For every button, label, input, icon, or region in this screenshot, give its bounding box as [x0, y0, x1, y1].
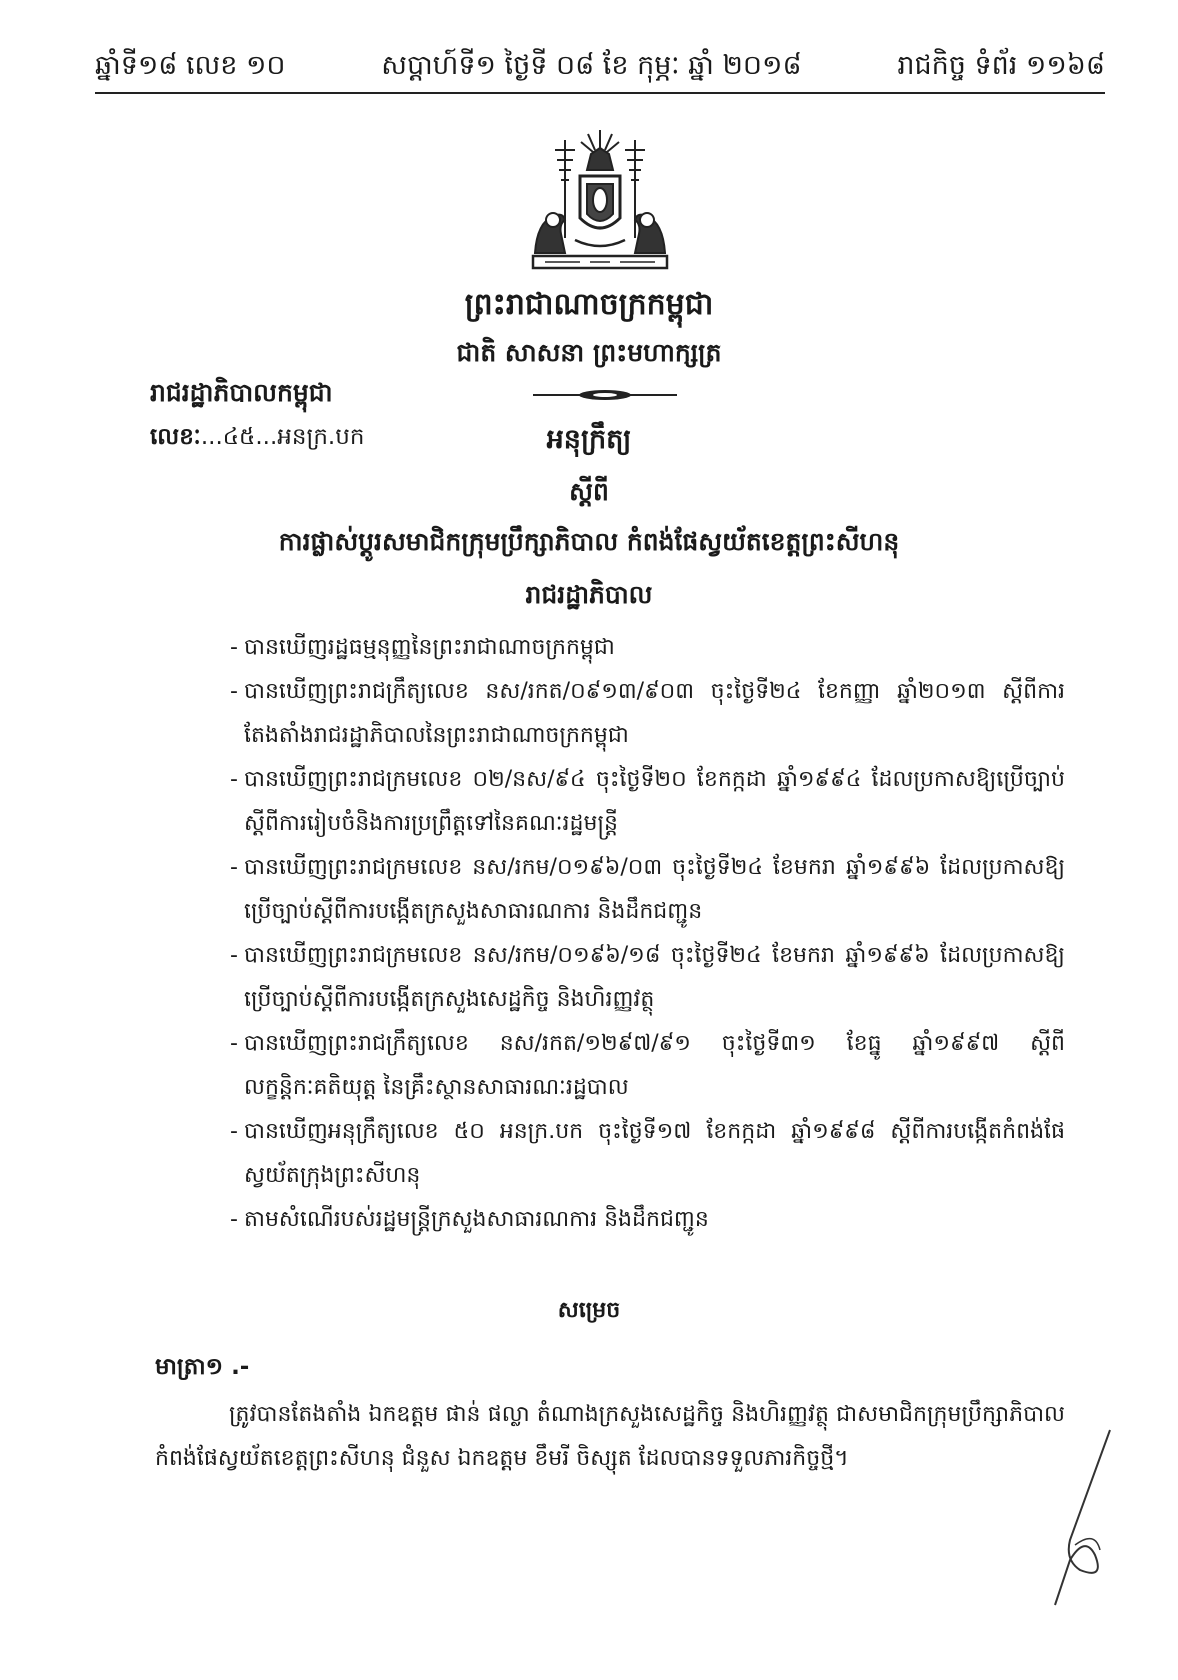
document-number-label: លេខៈ	[150, 424, 201, 450]
reference-item: - បានឃើញព្រះរាជក្រមលេខ នស/រកម/០១៩៦/១៨ ចុះថ្ងៃទី២៤ ខែមករា ឆ្នាំ១៩៩៦ ដែលប្រកាសឱ្យប្រើច្បាប់ស្តីពីការបង្កើតក្រសួងសេដ្ឋកិច្ច និងហិរញ្ញវត្ថុ	[230, 943, 1065, 1012]
reference-item: - បានឃើញព្រះរាជក្រមលេខ ០២/នស/៩៤ ចុះថ្ងៃទី២០ ខែកក្កដា ឆ្នាំ១៩៩៤ ដែលប្រកាសឱ្យប្រើច្បាប់ស្តីពីការរៀបចំនិងការប្រព្រឹត្តទៅនៃគណៈរដ្ឋមន្ត្រី	[230, 767, 1065, 836]
handwritten-initials-icon	[1050, 1420, 1120, 1610]
national-motto: ជាតិ សាសនា ព្រះមហាក្សត្រ	[456, 338, 722, 367]
reference-item: - បានឃើញព្រះរាជក្រឹត្យលេខ នស/រកត/១២៩៧/៩១ ចុះថ្ងៃទី៣១ ខែធ្នូ ឆ្នាំ១៩៩៧ ស្តីពីលក្ខន្តិកៈគតិយុត្ត នៃគ្រឹះស្ថានសាធារណៈរដ្ឋបាល	[230, 1031, 1065, 1100]
document-subject: ការផ្លាស់ប្តូរសមាជិកក្រុមប្រឹក្សាភិបាល កំពង់ផែស្វយ័តខេត្តព្រះសីហនុ	[278, 527, 900, 556]
gazette-page-number: រាជកិច្ច ទំព័រ ១១៦៨	[897, 50, 1105, 81]
government-heading: រាជរដ្ឋាភិបាល	[525, 580, 653, 609]
reference-item: - បានឃើញអនុក្រឹត្យលេខ ៥០ អនក្រ.បក ចុះថ្ងៃទី១៧ ខែកក្កដា ឆ្នាំ១៩៩៨ ស្តីពីការបង្កើតកំពង់ផែស្វយ័តក្រុងព្រះសីហនុ	[230, 1119, 1065, 1188]
article-1-text: ត្រូវបានតែងតាំង ឯកឧត្តម ផាន់ ផល្លា តំណាងក្រសួងសេដ្ឋកិច្ច និងហិរញ្ញវត្ថុ ជាសមាជិកក្រុមប្រឹក្សាភិបាលកំពង់ផែស្វយ័តខេត្តព្រះសីហនុ ជំនួស ឯកឧត្តម ខឹមរី ចិស្សុត ដែលបានទទួលភារកិច្ចថ្មី។	[155, 1402, 1065, 1471]
ornament-divider-icon	[533, 388, 677, 402]
legal-references	[230, 626, 1065, 1242]
gazette-week-date: សប្តាហ៍ទី១ ថ្ងៃទី ០៨ ខែ កុម្ភៈ ឆ្នាំ ២០១៨	[381, 50, 802, 81]
reference-item: - តាមសំណើរបស់រដ្ឋមន្ត្រីក្រសួងសាធារណការ និងដឹកជញ្ជូន	[230, 1207, 709, 1232]
reference-item: - បានឃើញព្រះរាជក្រមលេខ នស/រកម/០១៩៦/០៣ ចុះថ្ងៃទី២៤ ខែមករា ឆ្នាំ១៩៩៦ ដែលប្រកាសឱ្យប្រើច្បាប់ស្តីពីការបង្កើតក្រសួងសាធារណការ និងដឹកជញ្ជូន	[230, 855, 1065, 924]
gazette-header	[95, 48, 1105, 94]
document-number-value: ...៤៥...អនក្រ.បក	[200, 424, 365, 450]
gazette-volume: ឆ្នាំទី១៨ លេខ ១០	[95, 50, 286, 81]
issuing-authority: រាជរដ្ឋាភិបាលកម្ពុជា	[150, 378, 333, 407]
document-type: អនុក្រឹត្យ	[546, 424, 632, 455]
reference-item: - បានឃើញព្រះរាជក្រឹត្យលេខ នស/រកត/០៩១៣/៩០៣ ចុះថ្ងៃទី២៤ ខែកញ្ញា ឆ្នាំ២០១៣ ស្តីពីការតែងតាំងរាជរដ្ឋាភិបាលនៃព្រះរាជាណាចក្រកម្ពុជា	[230, 679, 1065, 748]
decision-heading: សម្រេច	[557, 1298, 621, 1323]
royal-coat-of-arms-icon	[525, 128, 675, 278]
article-1-title: មាត្រា១ .-	[155, 1354, 250, 1380]
reference-item: - បានឃើញរដ្ឋធម្មនុញ្ញនៃព្រះរាជាណាចក្រកម្ពុជា	[230, 635, 615, 660]
kingdom-name: ព្រះរាជាណាចក្រកម្ពុជា	[464, 287, 714, 322]
subject-prefix: ស្តីពី	[569, 477, 609, 506]
